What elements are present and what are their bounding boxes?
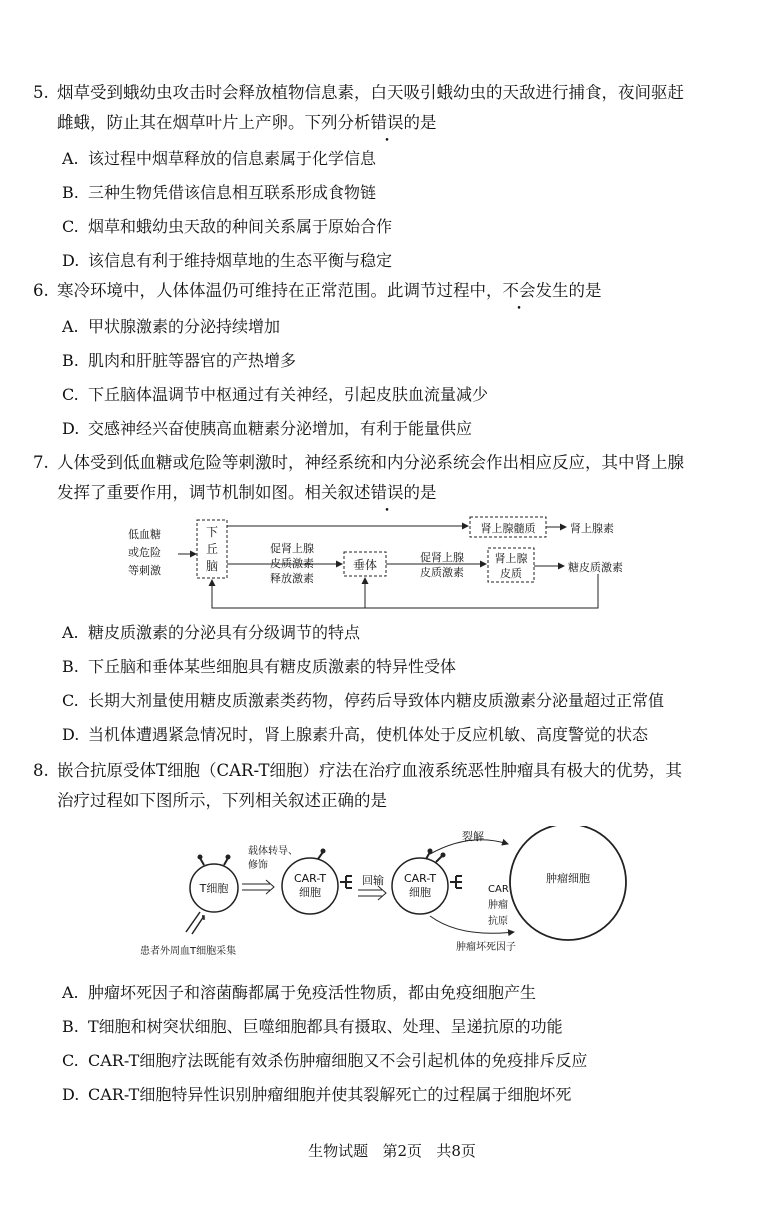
cart-label: CAR-T bbox=[293, 872, 327, 885]
crh-label: 释放激素 bbox=[270, 572, 314, 585]
acth-label: 促肾上腺 bbox=[420, 551, 464, 564]
question-6 bbox=[33, 276, 753, 306]
emphasis-text: 错误 bbox=[370, 113, 404, 132]
option-d: D. 当机体遭遇紧急情况时，肾上腺素升高，使机体处于反应机敏、高度警觉的状态 bbox=[62, 725, 649, 744]
receptor-mark bbox=[436, 856, 442, 862]
question-stem: 的是 bbox=[403, 483, 437, 502]
question-number: 6. bbox=[33, 281, 49, 300]
cart-label: CAR-T bbox=[403, 872, 437, 885]
receptor-mark bbox=[321, 849, 326, 854]
car-antigen-label: 抗原 bbox=[488, 916, 508, 927]
footer-page: 第2页 bbox=[382, 1142, 422, 1160]
car-antigen-label: CAR bbox=[488, 884, 509, 895]
infuse-label: 回输 bbox=[362, 874, 384, 887]
cortex-label: 皮质 bbox=[500, 567, 522, 580]
crh-label: 皮质激素 bbox=[270, 557, 314, 570]
tumor-label: 肿瘤细胞 bbox=[546, 872, 590, 885]
receptor-mark bbox=[198, 855, 203, 860]
regulation-diagram bbox=[120, 512, 640, 614]
question-8 bbox=[33, 756, 753, 816]
t-cell-label: T细胞 bbox=[199, 882, 229, 895]
footer-total: 共8页 bbox=[436, 1142, 476, 1160]
double-arrow bbox=[358, 886, 386, 900]
cart-label: 细胞 bbox=[409, 886, 431, 899]
stimulus-label: 低血糖 bbox=[128, 528, 161, 541]
hypothalamus-label: 丘 bbox=[205, 542, 219, 556]
receptor-mark bbox=[441, 853, 446, 858]
cart-diagram bbox=[130, 826, 630, 960]
question-number: 5. bbox=[33, 83, 49, 102]
option-a: A. 该过程中烟草释放的信息素属于化学信息 bbox=[62, 149, 377, 168]
acth-label: 皮质激素 bbox=[420, 566, 464, 579]
car-receptor bbox=[340, 876, 352, 888]
receptor-mark bbox=[226, 855, 231, 860]
option-c: C. 长期大剂量使用糖皮质激素类药物，停药后导致体内糖皮质激素分泌量超过正常值 bbox=[62, 691, 665, 710]
stimulus-label: 或危险 bbox=[128, 546, 161, 559]
option-d: D. CAR-T细胞特异性识别肿瘤细胞并使其裂解死亡的过程属于细胞坏死 bbox=[62, 1085, 572, 1104]
question-stem: 发挥了重要作用，调节机制如图。相关叙述 bbox=[57, 483, 371, 502]
option-c: C. 下丘脑体温调节中枢通过有关神经，引起皮肤血流量减少 bbox=[62, 385, 489, 404]
collect-arrow bbox=[186, 912, 200, 932]
page-footer bbox=[0, 1140, 784, 1161]
question-stem: 雌蛾，防止其在烟草叶片上产卵。下列分析 bbox=[57, 113, 371, 132]
collect-arrow bbox=[192, 916, 204, 934]
question-stem: 嵌合抗原受体T细胞（CAR-T细胞）疗法在治疗血液系统恶性肿瘤具有极大的优势，其 bbox=[57, 761, 682, 780]
pituitary-label: 垂体 bbox=[352, 558, 378, 572]
adrenaline-label: 肾上腺素 bbox=[570, 522, 614, 535]
option-d: D. 该信息有利于维持烟草地的生态平衡与稳定 bbox=[62, 251, 393, 270]
car-antigen-label: 肿瘤 bbox=[488, 900, 508, 911]
option-c: C. CAR-T细胞疗法既能有效杀伤肿瘤细胞又不会引起机体的免疫排斥反应 bbox=[62, 1051, 588, 1070]
question-7 bbox=[33, 448, 753, 508]
lysis-label: 裂解 bbox=[462, 830, 484, 843]
modify-label: 修饰 bbox=[248, 860, 268, 871]
option-a: A. 糖皮质激素的分泌具有分级调节的特点 bbox=[62, 623, 361, 642]
tnf-label: 肿瘤坏死因子 bbox=[456, 942, 516, 953]
cortex-label: 肾上腺 bbox=[494, 552, 528, 565]
option-c: C. 烟草和蛾幼虫天敌的种间关系属于原始合作 bbox=[62, 217, 393, 236]
option-d: D. 交感神经兴奋使胰高血糖素分泌增加，有利于能量供应 bbox=[62, 419, 473, 438]
crh-label: 促肾上腺 bbox=[270, 542, 314, 555]
question-number: 8. bbox=[33, 761, 49, 780]
hypothalamus-label: 下 bbox=[205, 525, 219, 539]
double-arrow bbox=[242, 880, 274, 894]
question-number: 7. bbox=[33, 453, 49, 472]
question-stem: 烟草受到蛾幼虫攻击时会释放植物信息素，白天吸引蛾幼虫的天敌进行捕食，夜间驱赶 bbox=[57, 83, 684, 102]
option-b: B. T细胞和树突状细胞、巨噬细胞都具有摄取、处理、呈递抗原的功能 bbox=[62, 1017, 563, 1036]
option-a: A. 肿瘤坏死因子和溶菌酶都属于免疫活性物质，都由免疫细胞产生 bbox=[62, 983, 537, 1002]
option-b: B. 下丘脑和垂体某些细胞具有糖皮质激素的特异性受体 bbox=[62, 657, 457, 676]
medulla-label: 肾上腺髓质 bbox=[480, 522, 536, 535]
stimulus-label: 等刺激 bbox=[128, 564, 161, 577]
emphasis-text: 错误 bbox=[370, 483, 404, 502]
cart-label: 细胞 bbox=[299, 886, 321, 899]
emphasis-text: 不会 bbox=[502, 281, 536, 300]
hypothalamus-label: 脑 bbox=[205, 559, 219, 573]
modify-label: 载体转导、 bbox=[248, 846, 298, 857]
question-5 bbox=[33, 78, 753, 138]
question-stem: 发生的是 bbox=[535, 281, 602, 300]
option-a: A. 甲状腺激素的分泌持续增加 bbox=[62, 317, 281, 336]
option-b: B. 三种生物凭借该信息相互联系形成食物链 bbox=[62, 183, 377, 202]
car-receptor bbox=[450, 876, 462, 888]
collect-label: 患者外周血T细胞采集 bbox=[140, 946, 237, 957]
option-b: B. 肌肉和肝脏等器官的产热增多 bbox=[62, 351, 297, 370]
footer-subject: 生物试题 bbox=[308, 1142, 369, 1160]
cortisol-label: 糖皮质激素 bbox=[568, 561, 623, 574]
question-stem: 的是 bbox=[403, 113, 437, 132]
question-stem: 治疗过程如下图所示，下列相关叙述正确的是 bbox=[57, 791, 387, 810]
question-stem: 寒冷环境中，人体体温仍可维持在正常范围。此调节过程中， bbox=[57, 281, 503, 300]
question-stem: 人体受到低血糖或危险等刺激时，神经系统和内分泌系统会作出相应反应，其中肾上腺 bbox=[57, 453, 684, 472]
